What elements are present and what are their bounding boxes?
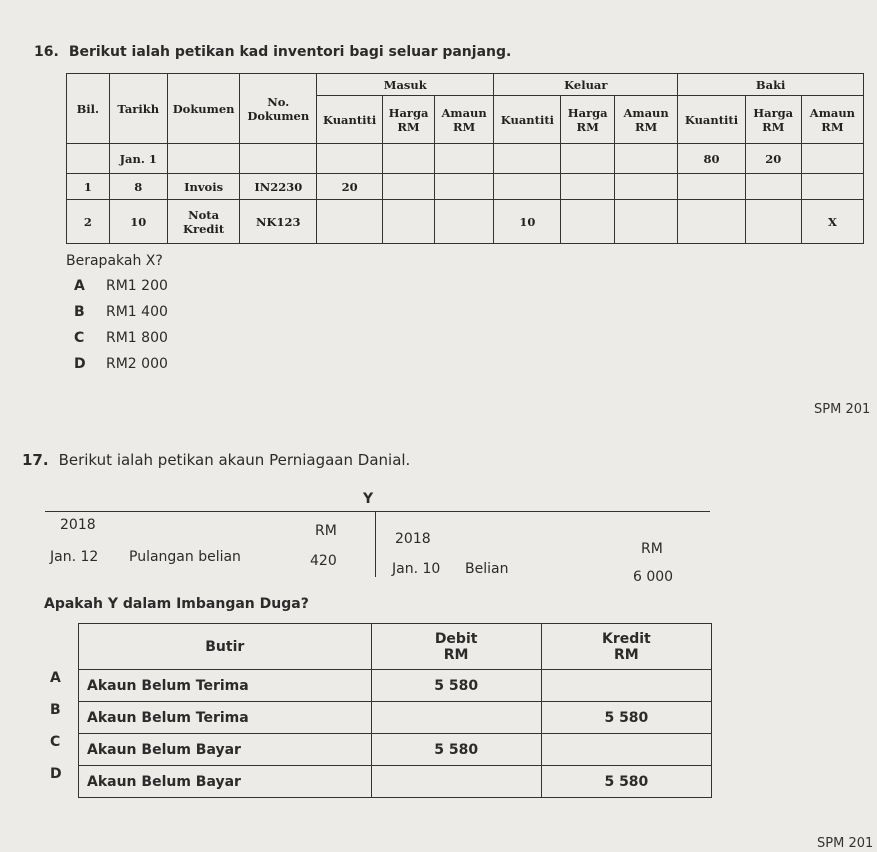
left-entry-amount: 420 bbox=[310, 553, 337, 569]
left-year: 2018 bbox=[60, 517, 96, 533]
header-dokumen: Dokumen bbox=[167, 74, 240, 144]
header-bil: Bil. bbox=[67, 74, 110, 144]
left-rm: RM bbox=[315, 523, 337, 539]
t-account-divider bbox=[375, 511, 376, 577]
header-keluar: Keluar bbox=[494, 74, 678, 96]
header-debit: Debit RM bbox=[371, 624, 541, 670]
source-label: SPM 201 bbox=[814, 402, 871, 417]
table-row[interactable]: Akaun Belum Bayar 5 580 bbox=[79, 766, 712, 798]
answer-letter-a[interactable]: A bbox=[50, 670, 61, 686]
right-rm: RM bbox=[641, 541, 663, 557]
question-17-prompt: Apakah Y dalam Imbangan Duga? bbox=[44, 596, 309, 612]
inventory-card-table bbox=[66, 73, 864, 244]
header-baki-kuantiti: Kuantiti bbox=[678, 96, 745, 144]
header-masuk-amaun: Amaun RM bbox=[435, 96, 494, 144]
header-baki-amaun: Amaun RM bbox=[801, 96, 863, 144]
table-row[interactable]: Akaun Belum Terima 5 580 bbox=[79, 670, 712, 702]
left-entry-text: Pulangan belian bbox=[129, 549, 241, 565]
question-16-title bbox=[34, 44, 511, 60]
right-entry-text: Belian bbox=[465, 561, 509, 577]
answer-table bbox=[78, 623, 712, 798]
left-entry-date: Jan. 12 bbox=[50, 549, 99, 565]
account-name: Y bbox=[363, 491, 374, 507]
answer-letter-c[interactable]: C bbox=[50, 734, 61, 750]
table-row: 2 10 Nota Kredit NK123 10 X bbox=[67, 200, 864, 244]
header-baki: Baki bbox=[678, 74, 864, 96]
t-account bbox=[45, 491, 710, 587]
question-text: Berikut ialah petikan akaun Perniagaan Danial. bbox=[58, 451, 411, 469]
question-number: 16. bbox=[34, 44, 59, 60]
answer-letter-b[interactable]: B bbox=[50, 702, 61, 718]
header-keluar-amaun: Amaun RM bbox=[614, 96, 677, 144]
option-c[interactable]: C RM1 800 bbox=[74, 330, 168, 346]
t-account-top-line bbox=[45, 511, 710, 512]
table-row[interactable]: Akaun Belum Bayar 5 580 bbox=[79, 734, 712, 766]
option-a[interactable]: A RM1 200 bbox=[74, 278, 168, 294]
question-17-title bbox=[22, 451, 410, 469]
header-masuk-kuantiti: Kuantiti bbox=[317, 96, 383, 144]
source-label-bottom: SPM 201 bbox=[817, 836, 874, 851]
header-masuk-harga: Harga RM bbox=[383, 96, 435, 144]
header-tarikh: Tarikh bbox=[109, 74, 167, 144]
right-year: 2018 bbox=[395, 531, 431, 547]
table-row: Jan. 1 80 20 bbox=[67, 144, 864, 174]
question-text: Berikut ialah petikan kad inventori bagi seluar panjang. bbox=[68, 44, 512, 60]
header-kredit: Kredit RM bbox=[541, 624, 711, 670]
header-baki-harga: Harga RM bbox=[745, 96, 801, 144]
option-b[interactable]: B RM1 400 bbox=[74, 304, 168, 320]
answer-letter-d[interactable]: D bbox=[50, 766, 62, 782]
table-row[interactable]: Akaun Belum Terima 5 580 bbox=[79, 702, 712, 734]
option-d[interactable]: D RM2 000 bbox=[74, 356, 168, 372]
header-keluar-harga: Harga RM bbox=[561, 96, 614, 144]
header-no-dokumen: No. Dokumen bbox=[240, 74, 317, 144]
header-butir: Butir bbox=[79, 624, 372, 670]
right-entry-date: Jan. 10 bbox=[392, 561, 441, 577]
header-keluar-kuantiti: Kuantiti bbox=[494, 96, 561, 144]
question-16-prompt: Berapakah X? bbox=[66, 253, 163, 269]
table-row: 1 8 Invois IN2230 20 bbox=[67, 174, 864, 200]
question-number: 17. bbox=[22, 451, 49, 469]
right-entry-amount: 6 000 bbox=[633, 569, 674, 585]
header-masuk: Masuk bbox=[317, 74, 494, 96]
